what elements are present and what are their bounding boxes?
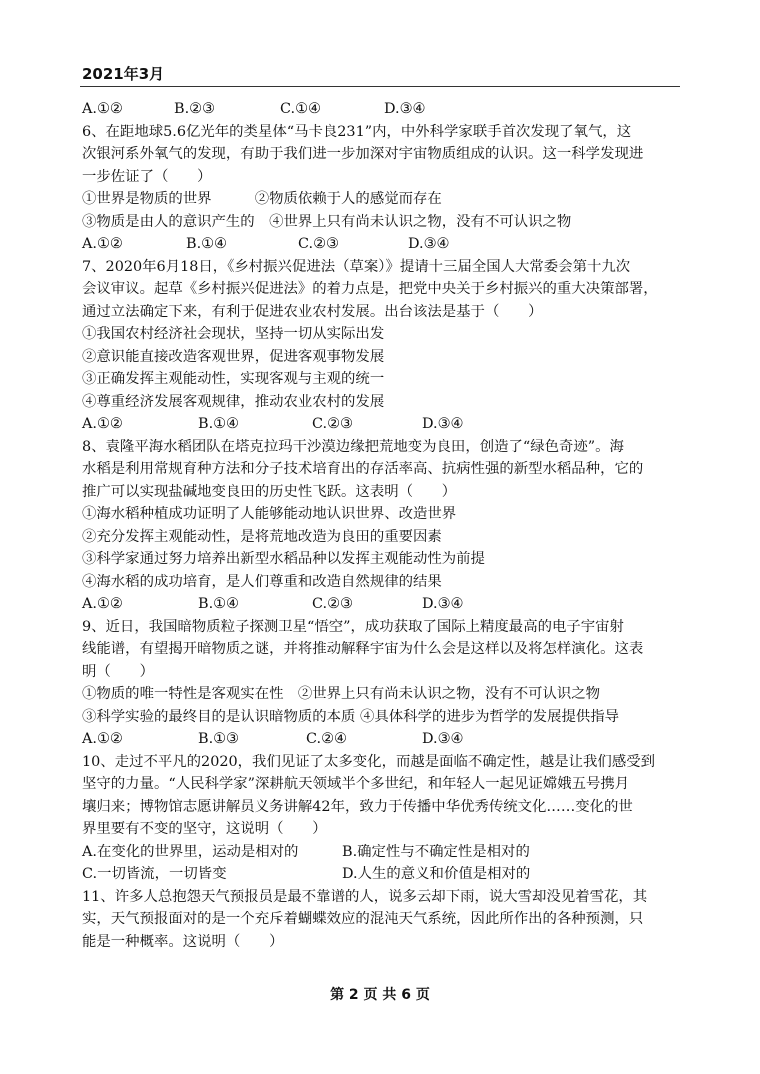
option-1: D.人生的意义和价值是相对的 [342, 866, 531, 882]
q10-options-1 [82, 841, 680, 864]
q10-stem-2: 坚守的力量。“人民科学家”深耕航天领域半个多世纪，和年轻人一起见证嫦娥五号携月 [82, 776, 630, 792]
q11-stem-1: 11、许多人总抱怨天气预报员是最不靠谱的人，说多云却下雨，说大雪却没见着雪花，其 [82, 888, 648, 905]
q5-options [82, 98, 680, 121]
q7-stem-3: 通过立法确定下来，有利于促进农业农村发展。出台该法是基于（ ） [82, 303, 543, 320]
option-3: D.③④ [408, 236, 450, 252]
option-1: B.①④ [198, 596, 239, 612]
q8-choice-3: ③科学家通过努力培养出新型水稻品种以发挥主观能动性为前提 [82, 551, 485, 567]
q8-stem-3: 推广可以实现盐碱地变良田的历史性飞跃。这表明（ ） [82, 483, 457, 500]
q6-choice-2: ③物质是由人的意识产生的 ④世界上只有尚未认识之物，没有不可认识之物 [82, 213, 572, 230]
q10-stem-4: 界里要有不变的坚守，这说明（ ） [82, 821, 327, 837]
q8-choice-4: ④海水稻的成功培育，是人们尊重和改造自然规律的结果 [82, 573, 442, 590]
q9-options [82, 728, 680, 751]
q9-choice-2: ③科学实验的最终目的是认识暗物质的本质 ④具体科学的进步为哲学的发展提供指导 [82, 708, 620, 725]
option-1: B.①③ [198, 731, 239, 747]
q7-options [82, 413, 680, 436]
q10-options-2 [82, 863, 680, 886]
option-0: A.①② [82, 101, 123, 117]
option-0: A.①② [82, 416, 123, 432]
page-number: 第 2 页 共 6 页 [330, 987, 430, 1003]
header-divider [80, 86, 680, 87]
option-3: D.③④ [422, 416, 464, 432]
option-1: B.①④ [198, 416, 239, 432]
q7-choice-4: ④尊重经济发展客观规律，推动农业农村的发展 [82, 393, 385, 410]
header-date: 2021年3月 [82, 65, 165, 83]
q7-choice-3: ③正确发挥主观能动性，实现客观与主观的统一 [82, 371, 385, 387]
q10-stem-3: 壤归来；博物馆志愿讲解员义务讲解42年，致力于传播中华优秀传统文化……变化的世 [82, 798, 633, 815]
q11-stem-3: 能是一种概率。这说明（ ） [82, 933, 284, 950]
option-0: A.①② [82, 596, 123, 612]
q8-stem-2: 水稻是利用常规育种方法和分子技术培育出的存活率高、抗病性强的新型水稻品种，它的 [82, 461, 644, 477]
q6-stem-3: 一步佐证了（ ） [82, 168, 212, 185]
option-1: B.①④ [186, 236, 227, 252]
option-3: D.③④ [384, 101, 426, 117]
option-3: D.③④ [422, 596, 464, 612]
q9-stem-1: 9、近日，我国暗物质粒子探测卫星“悟空”，成功获取了国际上精度最高的电子宇宙射 [82, 618, 624, 635]
q10-stem-1: 10、走过不平凡的2020，我们见证了太多变化，而越是面临不确定性，越是让我们感受到 [82, 753, 655, 770]
question-content [82, 98, 680, 953]
option-1: B.确定性与不确定性是相对的 [342, 843, 530, 860]
q7-stem-1: 7、2020年6月18日，《乡村振兴促进法（草案）》提请十三届全国人大常委会第十九次 [82, 258, 631, 275]
q9-choice-1: ①物质的唯一特性是客观实在性 ②世界上只有尚未认识之物，没有不可认识之物 [82, 686, 601, 702]
option-0: C.一切皆流，一切皆变 [82, 866, 227, 882]
q6-choice-1: ①世界是物质的世界 ②物质依赖于人的感觉而存在 [82, 191, 442, 207]
option-1: B.②③ [174, 101, 215, 117]
q9-stem-3: 明（ ） [82, 663, 154, 680]
q6-stem-2: 次银河系外氧气的发现，有助于我们进一步加深对宇宙物质组成的认识。这一科学发现进 [82, 146, 644, 162]
q8-options [82, 593, 680, 616]
q6-options [82, 233, 680, 256]
q7-choice-1: ①我国农村经济社会现状，坚持一切从实际出发 [82, 326, 385, 342]
option-2: C.②③ [298, 236, 339, 252]
q8-choice-2: ②充分发挥主观能动性，是将荒地改造为良田的重要因素 [82, 528, 442, 545]
option-0: A.在变化的世界里，运动是相对的 [82, 843, 299, 860]
q9-stem-2: 线能谱，有望揭开暗物质之谜，并将推动解释宇宙为什么会是这样以及将怎样演化。这表 [82, 641, 644, 657]
option-2: C.②③ [312, 416, 353, 432]
q11-stem-2: 实，天气预报面对的是一个充斥着蝴蝶效应的混沌天气系统，因此所作出的各种预测，只 [82, 911, 644, 927]
q7-choice-2: ②意识能直接改造客观世界，促进客观事物发展 [82, 348, 385, 365]
option-0: A.①② [82, 236, 123, 252]
q8-choice-1: ①海水稻种植成功证明了人能够能动地认识世界、改造世界 [82, 506, 457, 522]
q6-stem-1: 6、在距地球5.6亿光年的类星体“马卡良231”内，中外科学家联手首次发现了氧气，这 [82, 123, 632, 140]
q7-stem-2: 会议审议。起草《乡村振兴促进法》的着力点是，把党中央关于乡村振兴的重大决策部署， [82, 281, 658, 297]
q8-stem-1: 8、袁隆平海水稻团队在塔克拉玛干沙漠边缘把荒地变为良田，创造了“绿色奇迹”。海 [82, 438, 624, 455]
option-2: C.②③ [312, 596, 353, 612]
option-0: A.①② [82, 731, 123, 747]
option-2: C.②④ [306, 731, 347, 747]
option-2: C.①④ [280, 101, 321, 117]
option-3: D.③④ [422, 731, 464, 747]
